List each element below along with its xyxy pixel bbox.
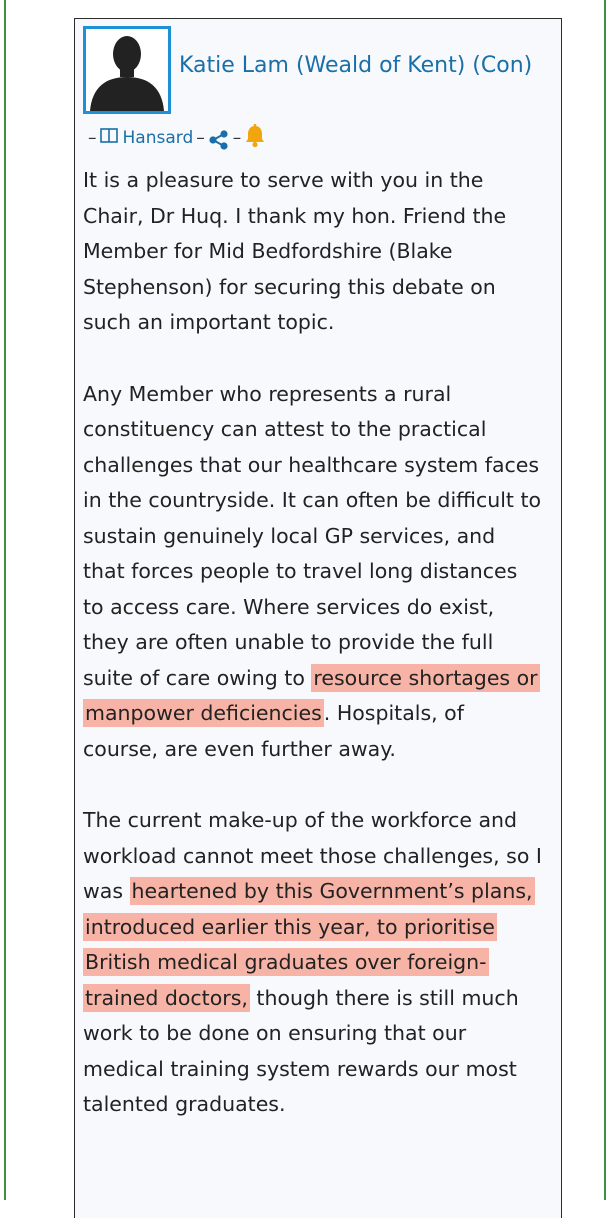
page-rule-right: [604, 0, 606, 1200]
speech-text-segment: The current make-up of the workforce and workload cannot meet those challenges, so I was: [83, 808, 542, 903]
page-rule-left: [4, 0, 6, 1200]
speech-paragraph: It is a pleasure to serve with you in the Chair, Dr Huq. I thank my hon. Friend the Member for Mid Bedfordshire (Blake Stephenson) for securing this debate on such an important topic.: [83, 168, 507, 334]
share-icon[interactable]: [208, 129, 230, 156]
book-icon: [100, 128, 118, 148]
speech-text-segment: though there is still much work to be done on ensuring that our medical training system rewards our most talented graduates.: [83, 985, 519, 1116]
avatar[interactable]: [83, 26, 171, 114]
speech-paragraph: [83, 803, 543, 1123]
bell-icon[interactable]: [244, 124, 266, 153]
speech-text-segment: . Hospitals, of course, are even further away.: [83, 701, 464, 761]
contribution-meta: [85, 123, 266, 153]
separator: –: [88, 128, 97, 148]
hansard-label: Hansard: [122, 128, 194, 148]
avatar-silhouette-icon: [86, 29, 168, 111]
separator: –: [196, 128, 205, 148]
highlighted-text: resource shortages or manpower deficiencies: [85, 665, 538, 725]
speech-text: [83, 163, 543, 1159]
speaker-name-link[interactable]: Katie Lam (Weald of Kent) (Con): [179, 53, 533, 78]
contribution-card: [74, 18, 562, 1218]
hansard-link[interactable]: [100, 128, 194, 148]
speech-text-segment: Any Member who represents a rural constituency can attest to the practical challenges that our healthcare system faces in the countryside. It can often be difficult to sustain genuinely local GP services, and that forces people to travel long distances to access care. Where services do exist, they are often unable to provide the full suite of care owing to: [83, 381, 542, 690]
separator: –: [232, 128, 242, 148]
speech-paragraph: [83, 377, 543, 768]
highlighted-text: heartened by this Government’s plans, introduced earlier this year, to prioritise British medical graduates over foreign-trained doctors,: [85, 879, 533, 1010]
